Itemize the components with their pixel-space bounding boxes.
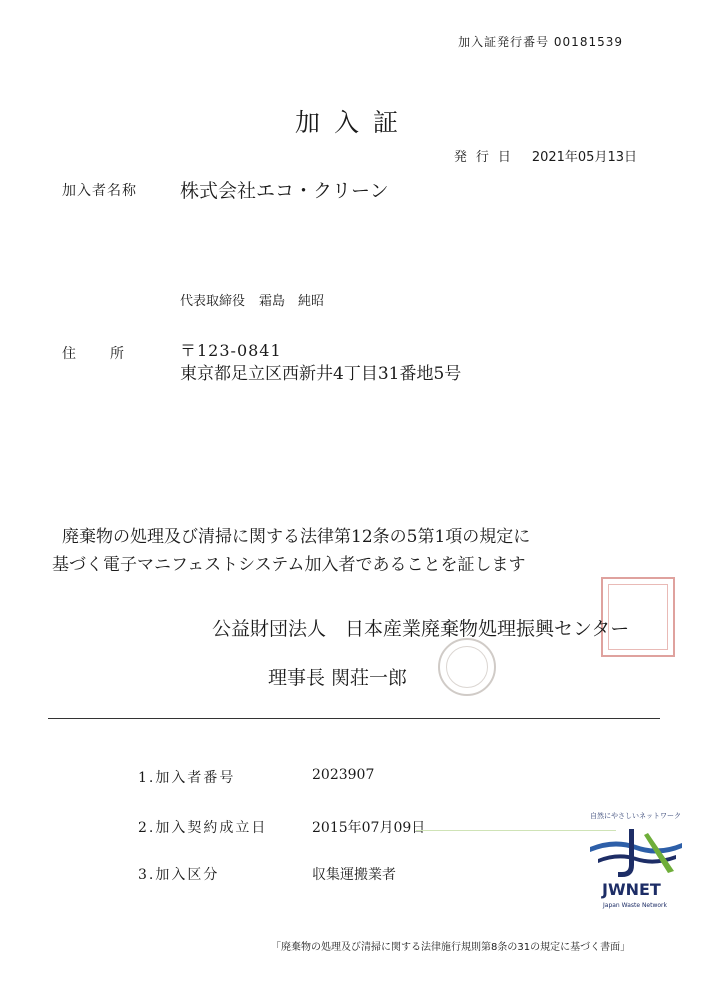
logo-wordmark: JWNET (602, 880, 661, 899)
detail-value-member-number: 2023907 (312, 767, 375, 783)
address-value: 東京都足立区西新井4丁目31番地5号 (180, 364, 462, 384)
member-name-label: 加入者名称 (62, 183, 137, 199)
logo-tagline: 自然にやさしいネットワーク (590, 812, 681, 820)
issue-date-label: 発行日 (453, 150, 520, 165)
representative-row (180, 290, 324, 309)
address-label: 住所 (62, 346, 158, 362)
accent-line (416, 830, 616, 831)
detail-value-category: 収集運搬業者 (312, 867, 396, 883)
detail-label-contract-date: 2.加入契約成立日 (138, 820, 268, 836)
issue-date-row (454, 146, 637, 165)
member-name: 株式会社エコ・クリーン (180, 180, 389, 202)
issuer-organization: 公益財団法人 日本産業廃棄物処理振興センター (212, 618, 630, 640)
statement-line-1: 廃棄物の処理及び清掃に関する法律第12条の5第1項の規定に (62, 527, 531, 547)
section-divider (48, 718, 660, 719)
certificate-number: 加入証発行番号 00181539 (458, 35, 623, 49)
detail-label-category: 3.加入区分 (138, 867, 220, 883)
representative-name: 霜島 純昭 (259, 294, 325, 309)
statement-line-2: 基づく電子マニフェストシステム加入者であることを証します (52, 555, 526, 575)
logo-subtitle: Japan Waste Network (603, 902, 667, 909)
representative-title: 代表取締役 (180, 294, 246, 309)
chairman-round-seal (438, 638, 496, 696)
jwnet-logo-icon (588, 825, 684, 881)
detail-label-member-number: 1.加入者番号 (138, 770, 236, 786)
document-title: 加入証 (294, 108, 412, 137)
postal-code: 〒123-0841 (180, 341, 282, 360)
issue-date-value: 2021年05月13日 (531, 150, 637, 165)
detail-value-contract-date: 2015年07月09日 (312, 820, 426, 836)
issuer-chairman: 理事長 関荘一郎 (268, 667, 408, 689)
footer-note: 「廃棄物の処理及び清掃に関する法律施行規則第8条の31の規定に基づく書面」 (271, 942, 631, 953)
